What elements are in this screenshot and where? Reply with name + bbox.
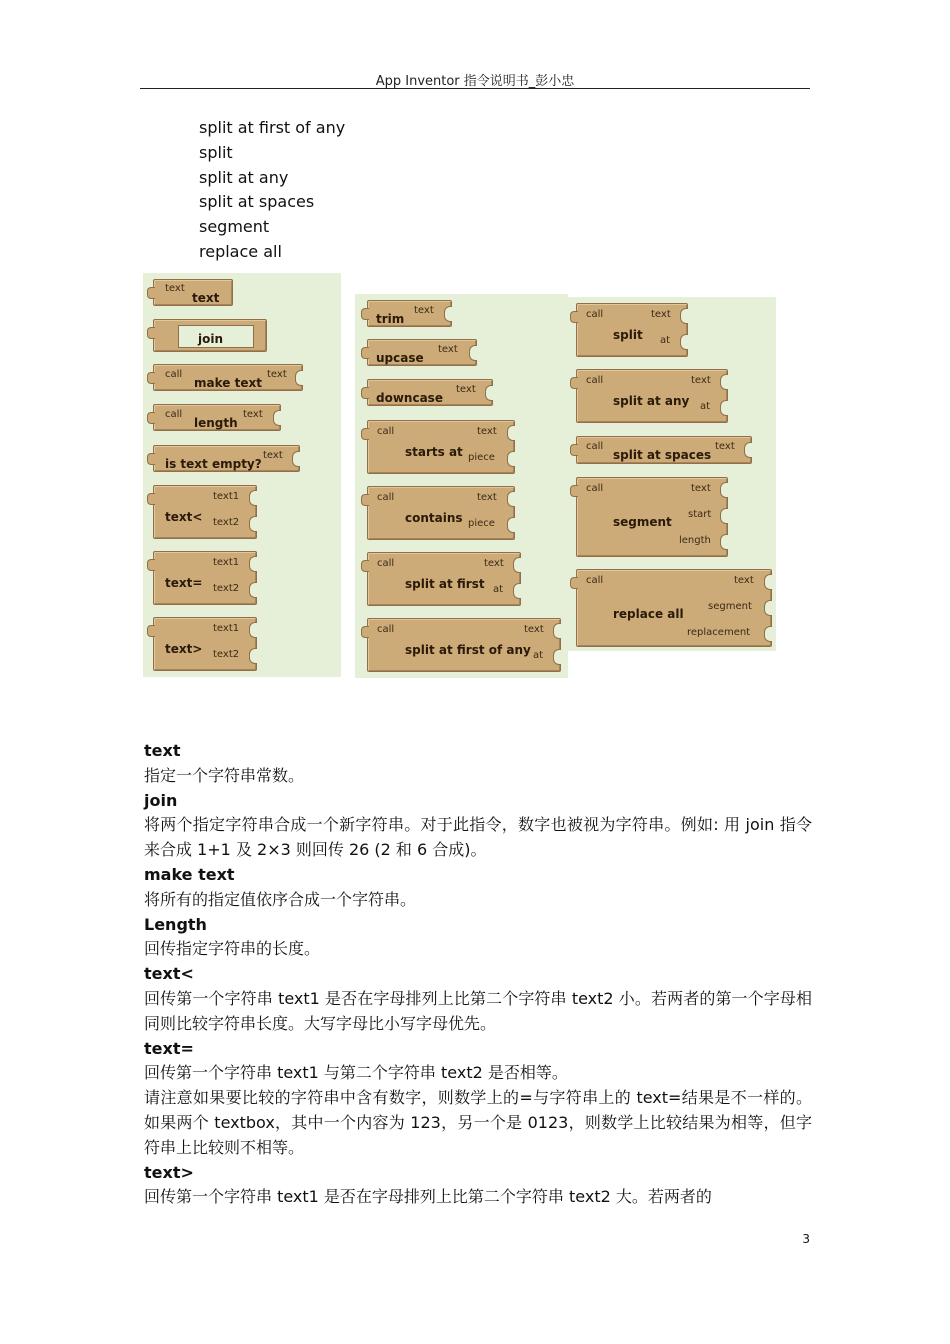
section-text: 将两个指定字符串合成一个新字符串。对于此指令，数字也被视为字符串。例如: 用 join 指令来合成 1+1 及 2×3 则回传 26 (2 和 6 合成)。 bbox=[144, 815, 812, 860]
blocks-panel-1 bbox=[143, 273, 341, 677]
list-item: replace all bbox=[199, 241, 282, 261]
section-heading: text> bbox=[144, 1162, 194, 1182]
section-note: 请注意如果要比较的字符串中含有数字，则数学上的=与字符串上的 text=结果是不一样的。如果两个 textbox，其中一个内容为 123，另一个是 0123，则数学上比较结果为相等，但字符串上比较则不相等。 bbox=[144, 1088, 812, 1157]
section-text: 回传指定字符串的长度。 bbox=[144, 939, 321, 959]
starts-at-block[interactable]: call starts at text piece bbox=[367, 420, 515, 474]
split-at-any-block[interactable]: call split at any text at bbox=[576, 369, 728, 423]
upcase-block[interactable]: upcase text bbox=[367, 339, 477, 366]
split-at-spaces-block[interactable]: call split at spaces text bbox=[576, 436, 752, 464]
section-heading: make text bbox=[144, 864, 235, 884]
join-block[interactable]: join bbox=[153, 319, 267, 352]
list-item: split at first of any bbox=[199, 118, 346, 137]
blocks-panel-2 bbox=[355, 294, 568, 678]
page-number: 3 bbox=[802, 1232, 810, 1246]
section-text: 指定一个字符串常数。 bbox=[144, 765, 305, 785]
section-text: 回传第一个字符串 text1 与第二个字符串 text2 是否相等。 bbox=[144, 1063, 568, 1083]
section-heading: text bbox=[144, 741, 181, 760]
section-text: 将所有的指定值依序合成一个字符串。 bbox=[144, 889, 417, 909]
downcase-block[interactable]: downcase text bbox=[367, 379, 493, 406]
page-header: App Inventor 指令说明书_彭小忠 bbox=[375, 74, 575, 89]
split-at-first-of-any-block[interactable]: call split at first of any text at bbox=[367, 618, 561, 672]
section-text: 回传第一个字符串 text1 是否在字母排列上比第二个字符串 text2 小。若两者的第一个字母相同则比较字符串长度。大写字母比小写字母优先。 bbox=[144, 988, 812, 1033]
is-text-empty-block[interactable]: is text empty? text bbox=[153, 445, 300, 472]
contains-block[interactable]: call contains text piece bbox=[367, 486, 515, 540]
section-heading: text= bbox=[144, 1038, 194, 1058]
section-heading: text< bbox=[144, 964, 194, 984]
segment-block[interactable]: call segment text start length bbox=[576, 477, 728, 557]
section-text: 回传第一个字符串 text1 是否在字母排列上比第二个字符串 text2 大。若两者的 bbox=[144, 1187, 712, 1207]
blocks-panel-3 bbox=[568, 297, 776, 651]
function-list bbox=[199, 116, 345, 265]
length-block[interactable]: call length text bbox=[153, 404, 281, 431]
text-equal-block[interactable]: text= text1 text2 bbox=[153, 551, 257, 605]
list-item: split bbox=[199, 142, 233, 162]
trim-block[interactable]: trim text bbox=[367, 300, 452, 327]
header-divider bbox=[140, 88, 810, 89]
text-less-than-block[interactable]: text< text1 text2 bbox=[153, 485, 257, 539]
make-text-block[interactable]: call make text text bbox=[153, 364, 303, 391]
replace-all-block[interactable]: call replace all text segment replacement bbox=[576, 569, 772, 647]
description-body bbox=[144, 739, 812, 1210]
split-block[interactable]: call split text at bbox=[576, 303, 688, 357]
list-item: segment bbox=[199, 217, 270, 237]
list-item: split at any bbox=[199, 167, 289, 187]
section-heading: join bbox=[144, 790, 178, 810]
section-heading: Length bbox=[144, 914, 207, 934]
list-item: split at spaces bbox=[199, 192, 315, 212]
split-at-first-block[interactable]: call split at first text at bbox=[367, 552, 521, 606]
text-block[interactable]: text text bbox=[153, 279, 233, 306]
text-greater-than-block[interactable]: text> text1 text2 bbox=[153, 617, 257, 671]
